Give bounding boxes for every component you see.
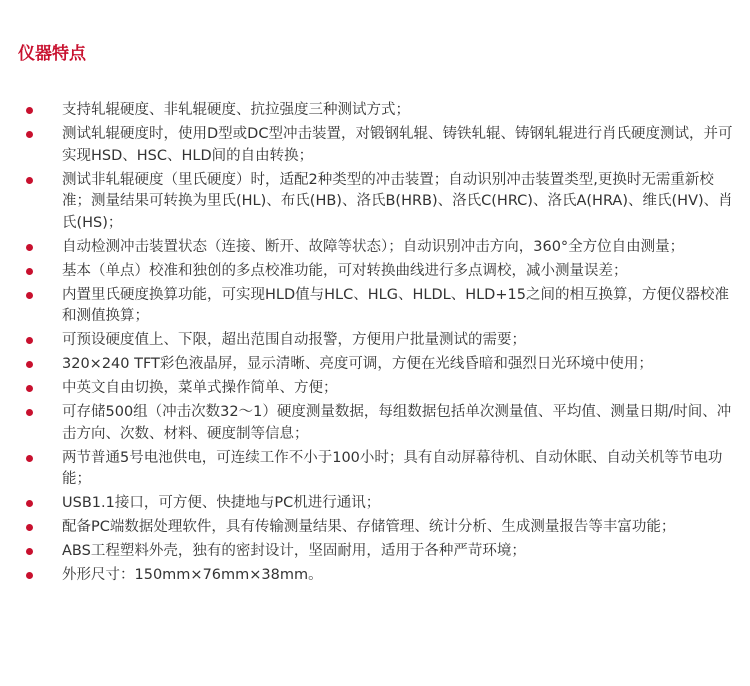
- feature-text: USB1.1接口，可方便、快捷地与PC机进行通讯；: [62, 495, 381, 511]
- feature-item: [0, 493, 750, 515]
- feature-item: [0, 541, 750, 563]
- feature-item: [0, 378, 750, 400]
- bullet-icon: [26, 292, 33, 299]
- bullet-icon: [26, 409, 33, 416]
- feature-text: 基本（单点）校准和独创的多点校准功能，可对转换曲线进行多点调校，减小测量误差；: [62, 262, 628, 279]
- feature-text: 测试非轧辊硬度（里氏硬度）时，适配2种类型的冲击装置；自动识别冲击装置类型,更换时无需重新校准；测量结果可转换为里氏(HL)、布氏(HB)、洛氏B(HRB)、洛氏C(HRC)、洛氏A(HRA)、维氏(HV)、肖氏(HS)；: [62, 171, 733, 231]
- feature-text: 支持轧辊硬度、非轧辊硬度、抗拉强度三种测试方式；: [62, 102, 410, 118]
- bullet-icon: [26, 524, 33, 531]
- feature-item: [0, 170, 750, 235]
- feature-item: [0, 565, 750, 587]
- feature-item: [0, 261, 750, 283]
- bullet-icon: [26, 177, 33, 184]
- feature-text: 中英文自由切换，菜单式操作简单、方便；: [62, 380, 338, 396]
- feature-text: 内置里氏硬度换算功能，可实现HLD值与HLC、HLG、HLDL、HLD+15之间的相互换算，方便仪器校准和测值换算；: [62, 286, 729, 324]
- feature-text: 配备PC端数据处理软件，具有传输测量结果、存储管理、统计分析、生成测量报告等丰富功能；: [62, 519, 676, 535]
- bullet-icon: [26, 500, 33, 507]
- feature-item: [0, 517, 750, 539]
- feature-item: [0, 448, 750, 491]
- bullet-icon: [26, 572, 33, 579]
- section-title: 仪器特点: [18, 44, 86, 64]
- bullet-icon: [26, 107, 33, 114]
- feature-item: [0, 402, 750, 445]
- feature-item: [0, 100, 750, 122]
- feature-text: 320×240 TFT彩色液晶屏，显示清晰、亮度可调，方便在光线昏暗和强烈日光环境中使用；: [62, 356, 653, 372]
- feature-text: 两节普通5号电池供电，可连续工作不小于100小时；具有自动屏幕待机、自动休眠、自动关机等节电功能；: [62, 449, 723, 487]
- bullet-icon: [26, 131, 33, 138]
- bullet-icon: [26, 361, 33, 368]
- feature-text: 测试轧辊硬度时，使用D型或DC型冲击装置，对锻钢轧辊、铸铁轧辊、铸钢轧辊进行肖氏硬度测试，并可实现HSD、HSC、HLD间的自由转换；: [62, 126, 733, 164]
- feature-text: 可预设硬度值上、下限，超出范围自动报警，方便用户批量测试的需要；: [62, 332, 526, 348]
- feature-text: 可存储500组（冲击次数32～1）硬度测量数据，每组数据包括单次测量值、平均值、测量日期/时间、冲击方向、次数、材料、硬度制等信息；: [62, 404, 732, 442]
- feature-item: [0, 354, 750, 376]
- feature-item: [0, 124, 750, 167]
- feature-text: 自动检测冲击装置状态（连接、断开、故障等状态）；自动识别冲击方向，360°全方位自由测量；: [62, 238, 685, 255]
- bullet-icon: [26, 244, 33, 251]
- bullet-icon: [26, 385, 33, 392]
- bullet-icon: [26, 337, 33, 344]
- feature-list: [0, 100, 750, 589]
- bullet-icon: [26, 268, 33, 275]
- bullet-icon: [26, 548, 33, 555]
- feature-item: [0, 330, 750, 352]
- feature-item: [0, 285, 750, 328]
- feature-text: ABS工程塑料外壳，独有的密封设计，坚固耐用，适用于各种严苛环境；: [62, 543, 526, 559]
- feature-text: 外形尺寸：150mm×76mm×38mm。: [62, 567, 323, 583]
- feature-item: [0, 237, 750, 259]
- bullet-icon: [26, 455, 33, 462]
